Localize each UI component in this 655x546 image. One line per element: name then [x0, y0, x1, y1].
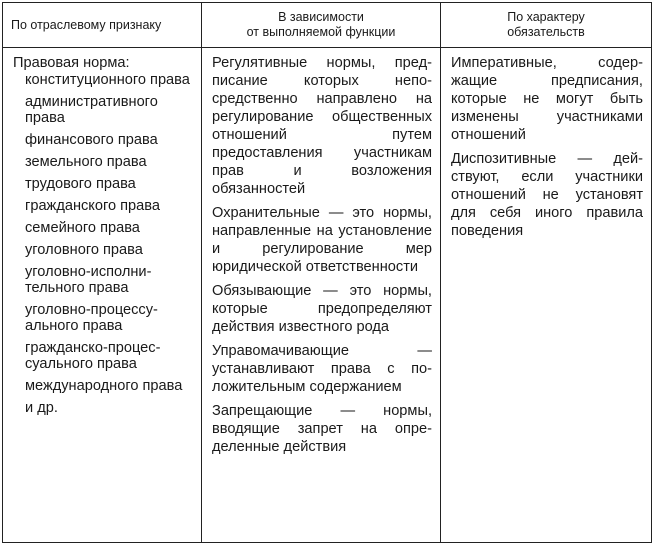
- legal-norms-classification-table: [2, 2, 652, 543]
- table-body-row: [3, 48, 652, 543]
- prohibiting-norms-text: Запрещающие — нормы, вводящие запрет на определенные действия: [212, 403, 432, 455]
- branch-list: [13, 72, 193, 416]
- cell-function-norms: [202, 48, 441, 543]
- empowering-norms-text: Управомачивающие — устанавливают права с положительным содержанием: [212, 343, 432, 395]
- branch-intro: Правовая норма:: [13, 55, 130, 71]
- list-item: уголовно-исполнительного права: [25, 264, 152, 296]
- header-by-obligation-text: По характеру обязательств: [507, 10, 585, 39]
- list-item: гражданского права: [25, 198, 160, 214]
- imperative-norms-text: Императивные, содержащие предписания, которые не могут быть изменены участниками отношений: [451, 55, 643, 143]
- list-item: административного права: [25, 94, 158, 126]
- list-item: международного права: [25, 378, 183, 394]
- list-item: трудового права: [25, 176, 136, 192]
- header-by-function-text: В зависимости от выполняемой функции: [246, 10, 396, 39]
- cell-obligation-norms: [441, 48, 652, 543]
- header-by-function: [202, 3, 441, 48]
- regulative-norms-text: Регулятивные нормы, предписание которых непосредственно направлено на регулирование общественных отношений путем предоставления участникам прав и возложения обязанностей: [212, 55, 432, 197]
- protective-norms-text: Охранительные — это нормы, направленные на установление и регулирование мер юридической ответственности: [212, 205, 432, 275]
- list-item: гражданско-процессуального права: [25, 340, 161, 372]
- header-by-branch: По отраслевому признаку: [3, 3, 202, 48]
- cell-branch-norms: [3, 48, 202, 543]
- list-item: финансового права: [25, 132, 158, 148]
- list-item: уголовного права: [25, 242, 143, 258]
- dispositive-norms-text: Диспозитивные — действуют, если участники отношений не установят для себя иного правила поведения: [451, 151, 643, 239]
- list-item: и др.: [25, 400, 58, 416]
- header-by-obligation: [441, 3, 652, 48]
- list-item: земельного права: [25, 154, 147, 170]
- table-header-row: [3, 3, 652, 48]
- list-item: семейного права: [25, 220, 140, 236]
- list-item: конституционного права: [25, 72, 190, 88]
- list-item: уголовно-процессуального права: [25, 302, 158, 334]
- obligating-norms-text: Обязывающие — это нормы, которые предопределяют действия известного рода: [212, 283, 432, 335]
